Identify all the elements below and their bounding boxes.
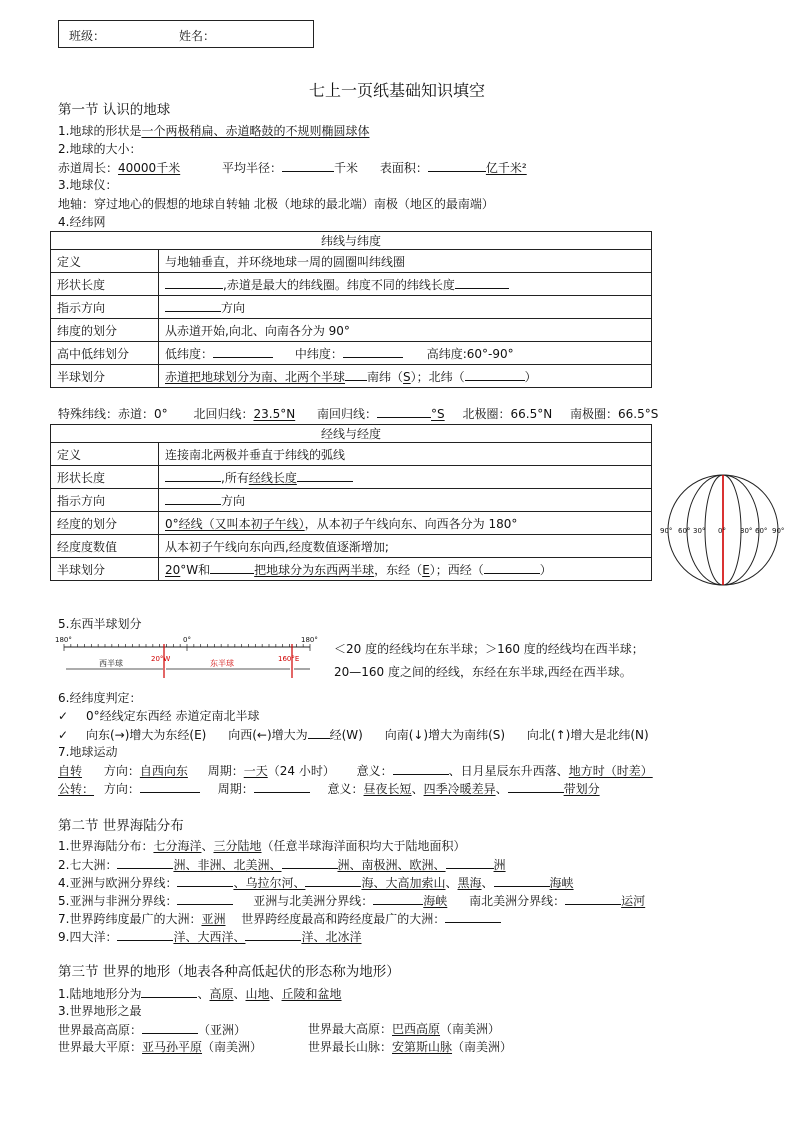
meaning-label: 意义： bbox=[327, 782, 364, 796]
check-icon: ✓ bbox=[58, 728, 69, 742]
revolution-label: 公转： bbox=[58, 782, 95, 796]
oceans-label: 9.四大洋： bbox=[58, 930, 118, 944]
mid-lat-label: 中纬度： bbox=[294, 346, 343, 361]
table-row bbox=[51, 489, 652, 512]
asia-na-label: 亚洲与北美洲分界线： bbox=[253, 894, 374, 908]
row-key: 指示方向 bbox=[51, 296, 159, 319]
land-sea-line bbox=[58, 838, 466, 854]
east-lon-label: ，东经（ bbox=[374, 562, 423, 577]
andes: 安第斯山脉 bbox=[392, 1040, 453, 1054]
student-info-box bbox=[58, 20, 314, 48]
table-row bbox=[51, 558, 652, 581]
fill-blank[interactable] bbox=[484, 561, 540, 574]
rotation-line bbox=[58, 762, 653, 779]
hemisphere-note-1: ＜20 度的经线均在东半球；＞160 度的经线均在西半球； bbox=[334, 642, 644, 656]
fill-blank[interactable] bbox=[165, 492, 221, 505]
fill-blank[interactable] bbox=[373, 892, 423, 905]
fill-blank[interactable] bbox=[343, 345, 403, 358]
globe-label: 90° bbox=[660, 527, 673, 535]
fill-blank[interactable] bbox=[445, 910, 501, 923]
latlon-judgement-heading: 6.经纬度判定： bbox=[58, 691, 142, 705]
avg-radius-blank[interactable] bbox=[282, 159, 334, 172]
separator: 、 bbox=[495, 782, 508, 796]
rotation-period: 一天 bbox=[243, 764, 268, 778]
globe-meridians-diagram bbox=[660, 470, 790, 590]
fill-blank[interactable] bbox=[213, 345, 273, 358]
south-lat-code: S bbox=[403, 369, 411, 384]
antarctic-circle-text: 南极圈：66.5°S bbox=[570, 407, 659, 421]
continent-item: 洲、 bbox=[337, 858, 362, 872]
land-sea-label: 1.世界海陆分布： bbox=[58, 839, 154, 853]
longitude-table-title: 经线与经度 bbox=[51, 425, 652, 443]
row-key: 形状长度 bbox=[51, 273, 159, 296]
section1-heading: 第一节 认识的地球 bbox=[58, 102, 171, 118]
separator: 、 bbox=[233, 987, 246, 1001]
fill-blank[interactable] bbox=[508, 780, 564, 793]
rotation-period-detail: （24 小时） bbox=[267, 764, 335, 778]
sa-note: （南美洲） bbox=[440, 1022, 501, 1036]
west-rule: 向西(←)增大为 bbox=[228, 728, 308, 742]
row-value: 从赤道开始,向北、向南各分为 90° bbox=[159, 319, 652, 342]
deg-left: 180° bbox=[55, 636, 72, 644]
separator: 、 bbox=[411, 782, 424, 796]
tropic-cancer-value: 23.5°N bbox=[253, 407, 296, 421]
table-row bbox=[51, 273, 652, 296]
row-value: 从本初子午线向东向西,经度数值逐渐增加; bbox=[159, 535, 652, 558]
grid-label: 4.经纬网 bbox=[58, 215, 106, 229]
row-key: 半球划分 bbox=[51, 365, 159, 388]
special-latitudes-line bbox=[58, 405, 658, 422]
row-key: 经度度数值 bbox=[51, 535, 159, 558]
separator: 、 bbox=[269, 987, 282, 1001]
row-value bbox=[159, 273, 652, 296]
separator: 、 bbox=[445, 876, 458, 890]
surface-area-label: 表面积： bbox=[379, 161, 428, 175]
continent-item: 南极洲、 bbox=[361, 858, 410, 872]
close-paren: ） bbox=[524, 369, 537, 384]
fill-blank[interactable] bbox=[254, 780, 310, 793]
fill-blank[interactable] bbox=[297, 469, 353, 482]
page-title: 七上一页纸基础知识填空 bbox=[308, 81, 485, 100]
landform-records-label: 3.世界地形之最 bbox=[58, 1004, 142, 1018]
north-rule: 向北(↑)增大是北纬(N) bbox=[526, 728, 649, 742]
arctic-ocean: 北冰洋 bbox=[325, 930, 362, 944]
judgement-rule-1 bbox=[58, 708, 259, 724]
south-rule: 向南(↓)增大为南纬(S) bbox=[384, 728, 506, 742]
brazil-plateau: 巴西高原 bbox=[392, 1022, 441, 1036]
continent-item: 洲 bbox=[493, 858, 506, 872]
west-hemisphere-label: 西半球 bbox=[99, 659, 123, 668]
widest-continent-line bbox=[58, 910, 501, 927]
americas-label: 南北美洲分界线： bbox=[469, 894, 566, 908]
fill-blank[interactable] bbox=[210, 561, 254, 574]
continent-item: 洲、 bbox=[173, 858, 198, 872]
table-row bbox=[51, 466, 652, 489]
globe-label: 30° bbox=[740, 527, 753, 535]
east-lon-code: E bbox=[422, 562, 430, 577]
period-label: 周期： bbox=[207, 764, 244, 778]
hemisphere-division-heading: 5.东西半球划分 bbox=[58, 617, 142, 631]
rotation-direction: 自西向东 bbox=[139, 764, 188, 778]
longitude-table bbox=[50, 424, 652, 581]
ocean-suffix: 洋、 bbox=[301, 930, 326, 944]
fill-blank[interactable] bbox=[177, 892, 233, 905]
longitude-division-text: ，从本初子午线向东、向西各分为 180° bbox=[304, 516, 518, 531]
high-lat-label: 高纬度:60°-90° bbox=[426, 346, 514, 361]
amazon-plain: 亚马孙平原 bbox=[142, 1040, 203, 1054]
largest-plateau-label: 世界最大高原： bbox=[308, 1022, 393, 1036]
fill-blank[interactable] bbox=[142, 1021, 198, 1034]
separator: 、 bbox=[201, 839, 214, 853]
strait-suffix: 海峡 bbox=[423, 894, 448, 908]
table-row bbox=[51, 535, 652, 558]
land-sea-note: （任意半球海洋面积均大于陆地面积） bbox=[261, 839, 466, 853]
table-row bbox=[51, 443, 652, 466]
widest-lon-label: 世界跨经度最高和跨经度最广的大洲： bbox=[241, 912, 446, 926]
west-lon-label: ）；西经（ bbox=[429, 562, 484, 577]
row-value bbox=[159, 296, 652, 319]
asia-europe-label: 4.亚洲与欧洲分界线： bbox=[58, 876, 178, 890]
fill-blank[interactable] bbox=[446, 856, 494, 869]
separator: 、 bbox=[197, 987, 210, 1001]
earth-size-label: 2.地球的大小： bbox=[58, 142, 142, 156]
hills-basins-text: 丘陵和盆地 bbox=[281, 987, 342, 1001]
row-value: 与地轴垂直，并环绕地球一周的圆圈叫纬线圈 bbox=[159, 250, 652, 273]
deg-mid: 0° bbox=[183, 636, 191, 644]
section3-heading: 第三节 世界的地形（地表各种高低起伏的形态称为地形） bbox=[58, 964, 400, 980]
table-row bbox=[51, 296, 652, 319]
prime-meridian-text: 0°经线（又叫本初子午线） bbox=[165, 516, 305, 531]
hemisphere-text: 赤道把地球划分为南、北两个半球 bbox=[165, 369, 346, 384]
canal-suffix: 运河 bbox=[621, 894, 646, 908]
judgement-rule-2 bbox=[58, 726, 649, 743]
west20-value: 20 bbox=[165, 562, 181, 577]
east-hemisphere-label: 东半球 bbox=[210, 659, 234, 668]
fill-blank[interactable] bbox=[141, 985, 197, 998]
tropic-cancer-label: 北回归线： bbox=[193, 407, 254, 421]
tropic-capricorn-label: 南回归线： bbox=[317, 407, 378, 421]
west20-suffix: °W和 bbox=[180, 562, 211, 577]
arctic-circle-text: 北极圈：66.5°N bbox=[462, 407, 553, 421]
globe-label: 60° bbox=[678, 527, 691, 535]
low-lat-label: 低纬度： bbox=[165, 346, 214, 361]
row-value bbox=[159, 466, 652, 489]
fill-blank[interactable] bbox=[377, 405, 431, 418]
shape-text: ,赤道是最大的纬线圈。纬度不同的纬线长度 bbox=[223, 277, 455, 292]
fill-blank[interactable] bbox=[345, 368, 367, 381]
fill-blank[interactable] bbox=[165, 276, 223, 289]
earth-shape-line bbox=[58, 123, 369, 139]
table-row bbox=[51, 250, 652, 273]
strait-suffix: 海峡 bbox=[549, 876, 574, 890]
boundaries-line bbox=[58, 892, 645, 909]
table-row bbox=[51, 365, 652, 388]
shape-text: ,所有 bbox=[221, 470, 249, 485]
separator: 、 bbox=[481, 876, 494, 890]
divide-text: 把地球分为东西两半球 bbox=[254, 562, 375, 577]
surface-area-blank[interactable] bbox=[428, 159, 486, 172]
class-label: 班级： bbox=[69, 29, 106, 43]
sa-note: （南美洲） bbox=[202, 1040, 263, 1054]
oceans-line bbox=[58, 928, 362, 945]
globe-label: 0° bbox=[718, 527, 726, 535]
row-key: 指示方向 bbox=[51, 489, 159, 512]
equator-text: 特殊纬线：赤道：0° bbox=[58, 407, 168, 421]
fill-blank[interactable] bbox=[245, 928, 301, 941]
row-value bbox=[159, 558, 652, 581]
fill-blank[interactable] bbox=[117, 856, 173, 869]
rule-1-text: 0°经线定东西经 赤道定南北半球 bbox=[86, 709, 260, 723]
landforms-label: 1.陆地地形分为 bbox=[58, 987, 142, 1001]
name-label: 姓名： bbox=[179, 29, 216, 43]
south-lat-label: 南纬（ bbox=[367, 369, 404, 384]
highest-plateau-label: 世界最高高原： bbox=[58, 1023, 143, 1037]
fill-blank[interactable] bbox=[308, 726, 330, 739]
latitude-table-title: 纬线与纬度 bbox=[51, 232, 652, 250]
asia-africa-label: 5.亚洲与非洲分界线： bbox=[58, 894, 178, 908]
fill-blank[interactable] bbox=[165, 469, 221, 482]
surface-area-unit: 亿千米² bbox=[485, 161, 527, 175]
direction-label: 方向： bbox=[103, 782, 140, 796]
continent-item: 欧洲、 bbox=[409, 858, 446, 872]
globe-label: 90° bbox=[772, 527, 785, 535]
fill-blank[interactable] bbox=[140, 780, 200, 793]
fill-blank[interactable] bbox=[494, 874, 550, 887]
row-key: 定义 bbox=[51, 443, 159, 466]
fill-blank[interactable] bbox=[117, 928, 173, 941]
row-value bbox=[159, 365, 652, 388]
fill-blank[interactable] bbox=[393, 762, 449, 775]
continent-item: 北美洲、 bbox=[233, 858, 282, 872]
deg-right: 180° bbox=[301, 636, 318, 644]
globe-label: 60° bbox=[755, 527, 768, 535]
atlantic-text: 洋、大西洋、 bbox=[173, 930, 246, 944]
land-ratio: 三分陆地 bbox=[213, 839, 262, 853]
mountain-text: 山地 bbox=[245, 987, 270, 1001]
earth-size-line bbox=[58, 159, 527, 176]
asia-europe-boundary-line bbox=[58, 874, 574, 891]
asia-note: （亚洲） bbox=[198, 1023, 247, 1037]
zone-text: 带划分 bbox=[563, 782, 600, 796]
records-line-2b bbox=[308, 1039, 512, 1055]
continents-line bbox=[58, 856, 506, 873]
fill-blank[interactable] bbox=[165, 299, 221, 312]
hemisphere-note-2: 20—160 度之间的经线，东经在东半球,西经在西半球。 bbox=[334, 665, 632, 679]
local-time-text: 地方时（时差） bbox=[568, 764, 653, 778]
row-key: 经度的划分 bbox=[51, 512, 159, 535]
sea-ratio: 七分海洋 bbox=[153, 839, 202, 853]
avg-radius-unit: 千米 bbox=[334, 161, 359, 175]
continent-item: 非洲、 bbox=[197, 858, 234, 872]
equator-length-value: 40000千米 bbox=[118, 161, 181, 175]
longest-range-label: 世界最长山脉： bbox=[308, 1040, 393, 1054]
records-line-1b bbox=[308, 1021, 500, 1037]
revolution-line bbox=[58, 780, 600, 797]
row-key: 形状长度 bbox=[51, 466, 159, 489]
w20-label: 20°W bbox=[151, 655, 171, 663]
row-value bbox=[159, 512, 652, 535]
ural-river: 、乌拉尔河、 bbox=[233, 876, 306, 890]
widest-lat-label: 7.世界跨纬度最广的大洲： bbox=[58, 912, 202, 926]
asia-answer: 亚洲 bbox=[201, 912, 226, 926]
row-value bbox=[159, 342, 652, 365]
direction-label: 方向： bbox=[103, 764, 140, 778]
fill-blank[interactable] bbox=[565, 892, 621, 905]
records-line-1 bbox=[58, 1021, 246, 1038]
section2-heading: 第二节 世界海陆分布 bbox=[58, 818, 184, 834]
caucasus: 大高加索山 bbox=[385, 876, 446, 890]
largest-plain-label: 世界最大平原： bbox=[58, 1040, 143, 1054]
fill-blank[interactable] bbox=[305, 874, 361, 887]
row-value: 连接南北两极并垂直于纬线的弧线 bbox=[159, 443, 652, 466]
equator-length-label: 赤道周长： bbox=[58, 161, 119, 175]
direction-suffix: 方向 bbox=[221, 300, 246, 315]
rotation-label: 自转 bbox=[58, 764, 83, 778]
axis-line: 地轴：穿过地心的假想的地球自转轴 北极（地球的最北端）南极（地区的最南端） bbox=[58, 197, 494, 211]
sea-suffix: 海、 bbox=[361, 876, 386, 890]
globe-label: 3.地球仪： bbox=[58, 178, 118, 192]
row-key: 半球划分 bbox=[51, 558, 159, 581]
row-value bbox=[159, 489, 652, 512]
table-row bbox=[51, 512, 652, 535]
earth-shape-answer: 一个两极稍扁、赤道略鼓的不规则椭圆球体 bbox=[141, 124, 370, 138]
continents-label: 2.七大洲： bbox=[58, 858, 118, 872]
sa-note: （南美洲） bbox=[452, 1040, 513, 1054]
e160-label: 160°E bbox=[278, 655, 300, 663]
fill-blank[interactable] bbox=[177, 874, 233, 887]
table-row bbox=[51, 342, 652, 365]
landforms-line bbox=[58, 985, 342, 1002]
period-label: 周期： bbox=[217, 782, 254, 796]
row-key: 高中低纬划分 bbox=[51, 342, 159, 365]
earth-shape-label: 1.地球的形状是 bbox=[58, 124, 142, 138]
records-line-2 bbox=[58, 1039, 262, 1055]
tropic-capricorn-suffix: °S bbox=[431, 407, 445, 421]
fill-blank[interactable] bbox=[455, 276, 509, 289]
globe-label: 30° bbox=[693, 527, 706, 535]
fill-blank[interactable] bbox=[465, 368, 525, 381]
check-icon: ✓ bbox=[58, 709, 69, 723]
north-lat-label: ）；北纬（ bbox=[410, 369, 465, 384]
avg-radius-label: 平均半径： bbox=[222, 161, 283, 175]
row-key: 纬度的划分 bbox=[51, 319, 159, 342]
table-row bbox=[51, 319, 652, 342]
meridian-length-text: 经线长度 bbox=[248, 470, 297, 485]
fill-blank[interactable] bbox=[282, 856, 338, 869]
rotation-meaning: 、日月星辰东升西落、 bbox=[448, 764, 569, 778]
plateau-text: 高原 bbox=[209, 987, 234, 1001]
seasons-text: 四季冷暖差异 bbox=[423, 782, 496, 796]
hemisphere-division-diagram bbox=[52, 634, 324, 684]
meaning-label: 意义： bbox=[356, 764, 393, 778]
latitude-table bbox=[50, 231, 652, 388]
black-sea: 黑海 bbox=[457, 876, 482, 890]
direction-suffix: 方向 bbox=[221, 493, 246, 508]
day-night-length: 昼夜长短 bbox=[363, 782, 412, 796]
close-paren: ） bbox=[539, 562, 552, 577]
east-rule: 向东(→)增大为东经(E) bbox=[86, 728, 207, 742]
earth-motion-heading: 7.地球运动 bbox=[58, 745, 118, 759]
west-rule-suffix: 经(W) bbox=[329, 728, 363, 742]
row-key: 定义 bbox=[51, 250, 159, 273]
